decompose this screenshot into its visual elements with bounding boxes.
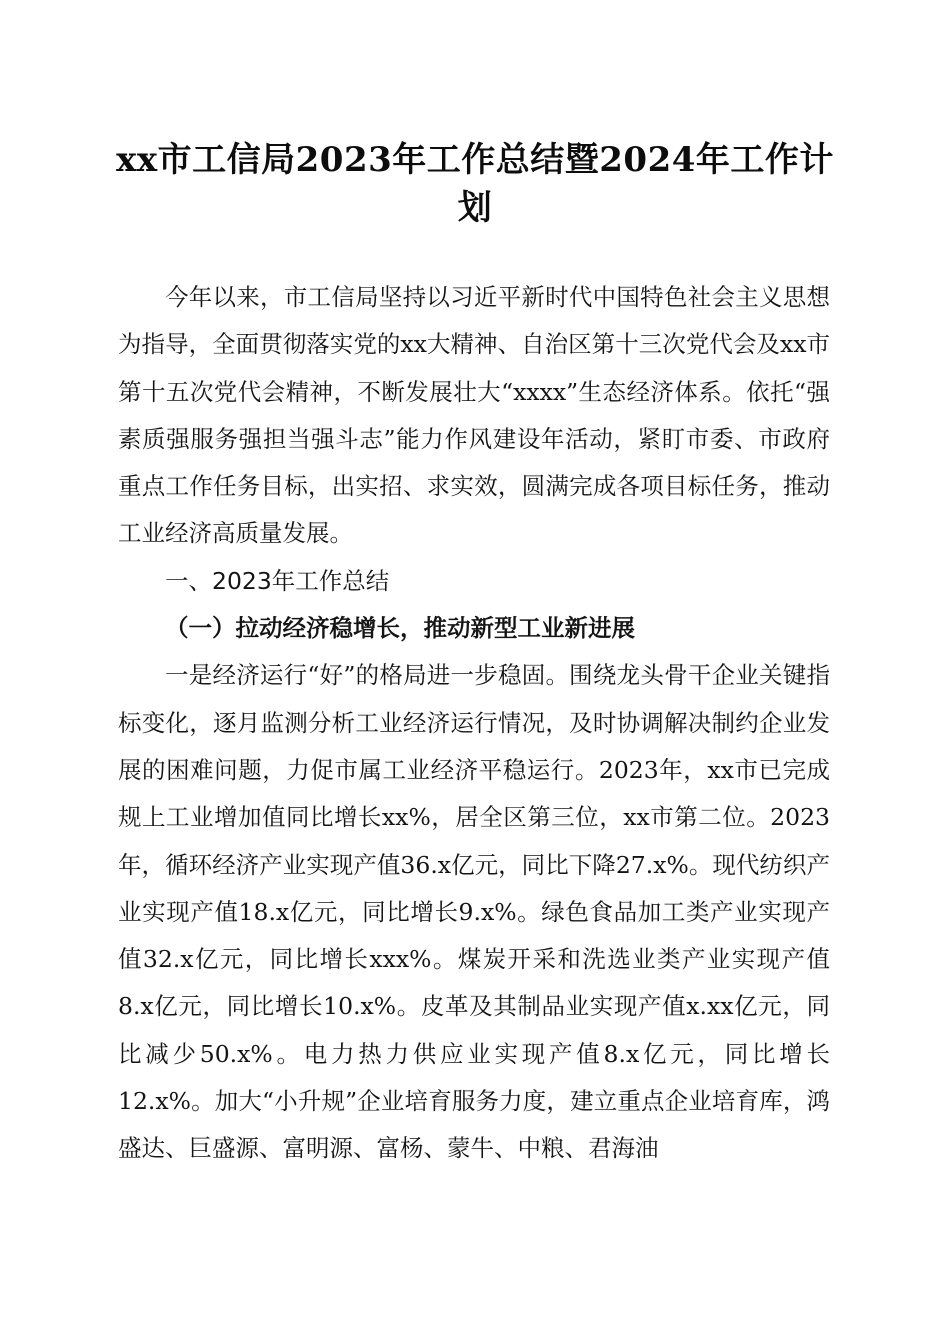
document-title: xx市工信局2023年工作总结暨2024年工作计划 bbox=[116, 140, 834, 228]
body-paragraph: 一是经济运行“好”的格局进一步稳固。围绕龙头骨干企业关键指标变化，逐月监测分析工业经济运行情况，及时协调解决制约企业发展的困难问题，力促市属工业经济平稳运行。2023年，xx市已完成规上工业增加值同比增长xx%，居全区第三位，xx市第二位。2023年，循环经济产业实现产值36.x亿元，同比下降27.x%。现代纺织产业实现产值18.x亿元，同比增长9.x%。绿色食品加工类产业实现产值32.x亿元，同比增长xxx%。煤炭开采和洗选业类产业实现产值8.x亿元，同比增长10.x%。皮革及其制品业实现产值x.xx亿元，同比减少50.x%。电力热力供应业实现产值8.x亿元，同比增长12.x%。加大“小升规”企业培育服务力度，建立重点企业培育库，鸿盛达、巨盛源、富明源、富杨、蒙牛、中粮、君海油 bbox=[118, 661, 830, 1163]
section-heading: 一、2023年工作总结 bbox=[165, 566, 390, 595]
intro-paragraph: 今年以来，市工信局坚持以习近平新时代中国特色社会主义思想为指导，全面贯彻落实党的xx大精神、自治区第十三次党代会及xx市第十五次党代会精神，不断发展壮大“xxxx”生态经济体系。依托“强素质强服务强担当强斗志”能力作风建设年活动，紧盯市委、市政府重点工作任务目标，出实招、求实效，圆满完成各项目标任务，推动工业经济高质量发展。 bbox=[118, 283, 830, 548]
subsection-heading: （一）拉动经济稳增长，推动新型工业新进展 bbox=[165, 614, 635, 643]
document-body bbox=[118, 274, 830, 1173]
